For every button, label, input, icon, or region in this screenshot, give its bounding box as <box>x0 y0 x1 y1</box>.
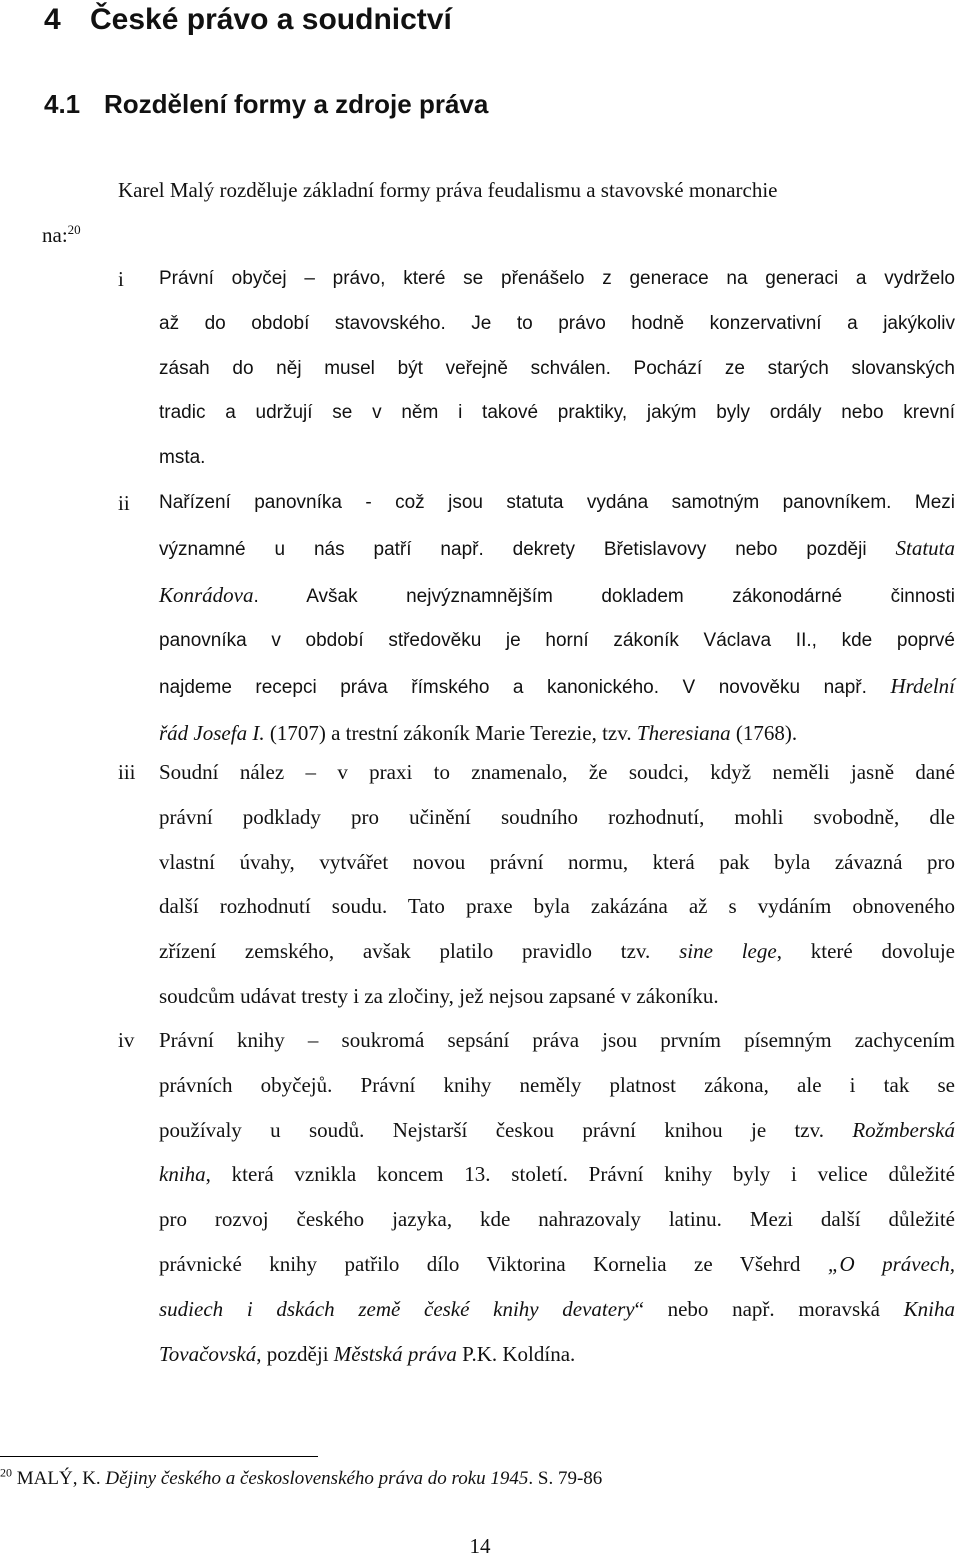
text-run: zřízení zemského, avšak platilo pravidlo tzv. <box>159 939 680 964</box>
italic-title: „O právech, <box>827 1251 955 1276</box>
footnote-author: MALÝ, K. <box>12 1468 106 1489</box>
italic-title: Rožmberská <box>852 1117 955 1142</box>
page-number: 14 <box>469 1534 491 1558</box>
text-line <box>159 1242 955 1287</box>
text-line: vlastní úvahy, vytvářet novou právní normu, která pak byla závazná pro <box>159 849 955 874</box>
text-line <box>159 1108 955 1153</box>
text-line: Nařízení panovníka - což jsou statuta vydána samotným panovníkem. Mezi <box>159 492 955 513</box>
text-run: , později <box>256 1341 334 1366</box>
text-line <box>159 1152 955 1197</box>
text-run: (1768). <box>730 720 798 745</box>
text-run: (1707) a trestní zákoník Marie Terezie, tzv. <box>264 720 637 745</box>
section-heading <box>44 84 488 124</box>
footnote-number: 20 <box>0 1465 12 1480</box>
italic-title: sudiech i dskách země české knihy devatery <box>159 1296 635 1321</box>
section-number: 4.1 <box>44 89 81 119</box>
list-marker: iv <box>118 1028 135 1052</box>
text-run: , která vznikla koncem 13. století. Právní knihy byly i velice důležité <box>205 1162 955 1187</box>
text-line: soudcům udávat tresty i za zločiny, jež nejsou zapsané v zákoníku. <box>159 983 719 1008</box>
text-run: P.K. Koldína. <box>456 1341 576 1366</box>
text-line <box>159 1287 955 1332</box>
italic-title: kniha <box>159 1162 206 1187</box>
text-run: najdeme recepci práva římského a kanonického. V novověku např. <box>159 677 891 699</box>
italic-title: Statuta <box>895 535 955 560</box>
italic-title: Konrádova <box>159 582 254 607</box>
italic-term: sine lege <box>679 939 777 964</box>
intro-line-1: Karel Malý rozděluje základní formy práva feudalismu a stavovské monarchie <box>118 178 778 202</box>
italic-title: Hrdelní <box>890 674 955 699</box>
italic-title: Theresiana <box>636 720 731 745</box>
italic-title: Kniha <box>903 1296 955 1321</box>
text-line: právních obyčejů. Právní knihy neměly platnost zákona, ale i tak se <box>159 1072 955 1097</box>
text-line: Právní obyčej – právo, které se přenášelo z generace na generaci a vydrželo <box>159 268 955 289</box>
list-marker: iii <box>118 760 136 784</box>
chapter-title: České právo a soudnictví <box>90 3 452 36</box>
text-line: zásah do něj musel být veřejně schválen. Pochází ze starých slovanských <box>159 357 955 379</box>
italic-title: Tovačovská <box>159 1341 257 1366</box>
italic-title: řád Josefa I. <box>159 720 265 745</box>
text-line: další rozhodnutí soudu. Tato praxe byla zakázána až s vydáním obnoveného <box>159 894 955 919</box>
footnote-reference: 20 <box>67 221 81 237</box>
text-line: tradic a udržují se v něm i takové praktiky, jakým byly ordály nebo krevní <box>159 402 955 424</box>
chapter-heading <box>44 0 452 40</box>
text-line: právní podklady pro učinění soudního rozhodnutí, mohli svobodně, dle <box>159 804 955 829</box>
text-line: až do období stavovského. Je to právo hodně konzervativní a jakýkoliv <box>159 312 955 334</box>
text-run: , které dovoluje <box>776 939 955 964</box>
footnote-book-title: Dějiny českého a československého práva do roku 1945 <box>105 1468 529 1489</box>
text-run: používaly u soudů. Nejstarší českou právní knihou je tzv. <box>159 1117 853 1142</box>
list-item-text <box>159 481 955 756</box>
list-marker: ii <box>118 491 130 515</box>
chapter-number: 4 <box>44 3 61 36</box>
intro-paragraph <box>42 168 958 258</box>
footnote <box>0 1464 940 1494</box>
text-line <box>159 526 955 573</box>
text-run: . Avšak nejvýznamnějším dokladem zákonodárné činnosti <box>253 585 955 607</box>
text-line <box>159 664 955 711</box>
text-line <box>159 929 955 974</box>
section-title: Rozdělení formy a zdroje práva <box>104 89 489 119</box>
list-item-text <box>159 1018 955 1376</box>
text-line: Soudní nález – v praxi to znamenalo, že soudci, když neměli jasně dané <box>159 760 955 784</box>
intro-na: na: <box>42 222 68 247</box>
text-run: “ nebo např. moravská <box>634 1296 904 1321</box>
text-line: panovníka v období středověku je horní zákoník Václava II., kde poprvé <box>159 630 955 652</box>
text-run: právnické knihy patřilo dílo Viktorina Kornelia ze Všehrd <box>159 1251 828 1276</box>
footnote-separator <box>0 1456 318 1457</box>
text-line: pro rozvoj českého jazyka, kde nahrazovaly latinu. Mezi další důležité <box>159 1207 955 1232</box>
list-item-text <box>159 257 955 481</box>
list-item-text <box>159 750 955 1019</box>
text-line: Právní knihy – soukromá sepsání práva jsou prvním písemným zachycením <box>159 1028 955 1052</box>
italic-title: Městská práva <box>333 1341 457 1366</box>
footnote-pages: . S. 79-86 <box>528 1468 603 1489</box>
text-line: msta. <box>159 447 206 469</box>
text-run: významné u nás patří např. dekrety Břetislavovy nebo později <box>159 538 896 560</box>
list-marker: i <box>118 267 124 291</box>
text-line <box>159 1332 955 1377</box>
intro-line-2 <box>42 213 882 258</box>
text-line <box>159 573 955 620</box>
